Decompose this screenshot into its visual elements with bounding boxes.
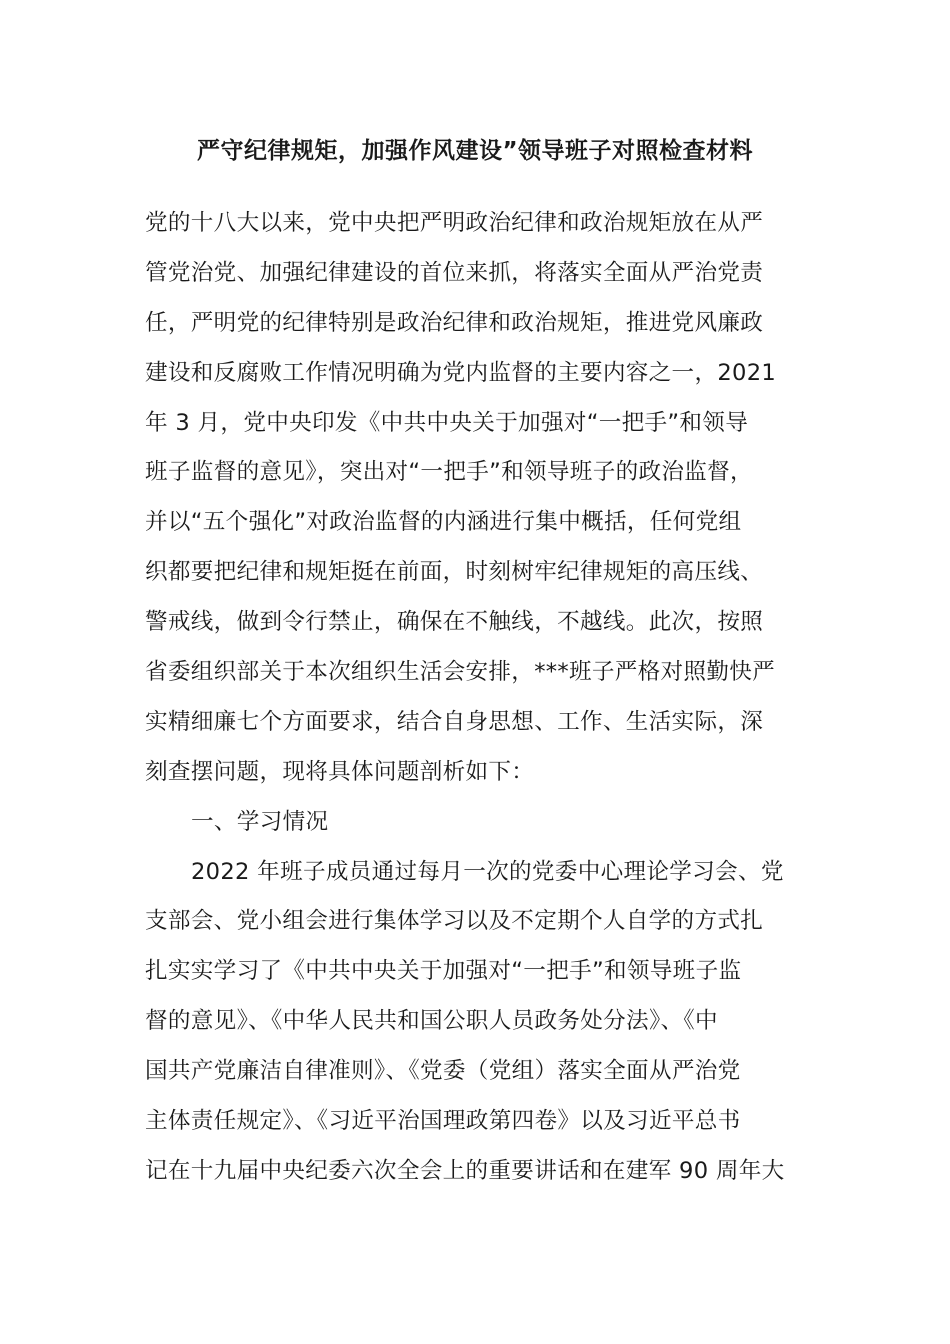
text-line: 织都要把纪律和规矩挺在前面，时刻树牢纪律规矩的高压线、 bbox=[145, 559, 764, 586]
text-line: 扎实实学习了《中共中央关于加强对“一把手”和领导班子监 bbox=[145, 958, 742, 985]
text-line: 刻查摆问题，现将具体问题剖析如下： bbox=[145, 758, 535, 785]
text-line: 督的意见》、《中华人民共和国公职人员政务处分法》、《中 bbox=[145, 1008, 718, 1035]
text-line: 主体责任规定》、《习近平治国理政第四卷》以及习近平总书 bbox=[145, 1108, 741, 1135]
text-line: 支部会、党小组会进行集体学习以及不定期个人自学的方式扎 bbox=[145, 908, 764, 935]
text-line: 省委组织部关于本次组织生活会安排，***班子严格对照勤快严 bbox=[145, 659, 776, 686]
text-line: 管党治党、加强纪律建设的首位来抓，将落实全面从严治党责 bbox=[145, 259, 764, 286]
text-line: 党的十八大以来，党中央把严明政治纪律和政治规矩放在从严 bbox=[145, 210, 764, 236]
text-line: 一、学习情况 bbox=[191, 808, 329, 835]
text-line: 2022 年班子成员通过每月一次的党委中心理论学习会、党 bbox=[191, 858, 784, 885]
text-line: 班子监督的意见》，突出对“一把手”和领导班子的政治监督， bbox=[145, 459, 753, 486]
text-line: 任，严明党的纪律特别是政治纪律和政治规矩，推进党风廉政 bbox=[145, 309, 764, 336]
text-line: 国共产党廉洁自律准则》、《党委（党组）落实全面从严治党 bbox=[145, 1058, 741, 1085]
text-line: 并以“五个强化”对政治监督的内涵进行集中概括，任何党组 bbox=[145, 509, 742, 536]
text-line: 建设和反腐败工作情况明确为党内监督的主要内容之一，2021 bbox=[145, 359, 777, 386]
document-title: 严守纪律规矩，加强作风建设”领导班子对照检查材料 bbox=[196, 138, 754, 164]
text-line: 实精细廉七个方面要求，结合自身思想、工作、生活实际，深 bbox=[145, 708, 764, 735]
text-line: 记在十九届中央纪委六次全会上的重要讲话和在建军 90 周年大 bbox=[145, 1157, 785, 1184]
document-body bbox=[145, 205, 825, 1203]
text-line: 年 3 月，党中央印发《中共中央关于加强对“一把手”和领导 bbox=[145, 409, 749, 436]
text-line: 警戒线，做到令行禁止，确保在不触线，不越线。此次，按照 bbox=[145, 609, 764, 636]
